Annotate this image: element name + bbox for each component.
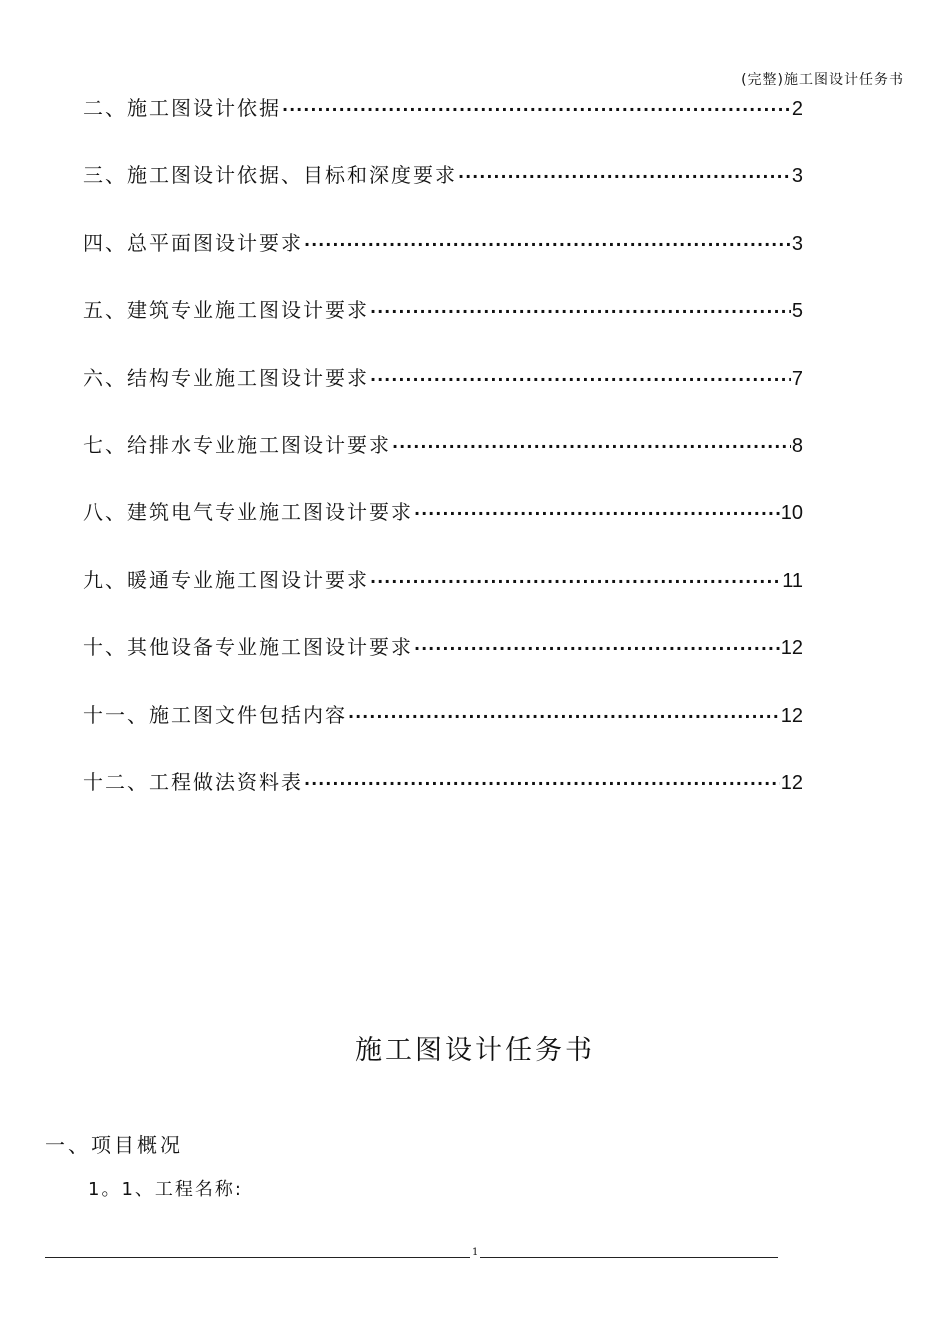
toc-entry[interactable] [83, 429, 803, 496]
toc-entry[interactable] [83, 159, 803, 226]
page-number: 1 [472, 1247, 479, 1258]
table-of-contents [83, 92, 803, 833]
toc-entry[interactable] [83, 496, 803, 563]
toc-entry-page: 2 [791, 98, 803, 120]
toc-entry-page: 12 [780, 637, 803, 660]
toc-entry-label: 九、暖通专业施工图设计要求 [83, 567, 369, 592]
toc-dot-leader [304, 235, 791, 254]
toc-dot-leader [304, 774, 780, 793]
toc-entry[interactable] [83, 227, 803, 294]
toc-dot-leader [370, 370, 791, 389]
toc-entry-page: 10 [780, 502, 803, 525]
toc-entry-page: 3 [791, 165, 803, 188]
toc-entry[interactable] [83, 631, 803, 698]
toc-dot-leader [414, 504, 780, 523]
toc-entry-label: 六、结构专业施工图设计要求 [83, 365, 369, 390]
toc-entry-page: 8 [791, 434, 803, 457]
toc-entry-label: 七、给排水专业施工图设计要求 [83, 432, 391, 457]
document-title: 施工图设计任务书 [355, 1035, 595, 1066]
toc-entry[interactable] [83, 564, 803, 631]
toc-entry-label: 三、施工图设计依据、目标和深度要求 [83, 163, 457, 188]
toc-dot-leader [282, 100, 791, 119]
toc-entry-page: 12 [780, 771, 803, 794]
toc-entry-label: 十一、施工图文件包括内容 [83, 702, 347, 727]
toc-entry-page: 3 [791, 232, 803, 255]
toc-dot-leader [458, 167, 791, 186]
toc-entry-label: 二、施工图设计依据 [83, 96, 281, 120]
running-header: (完整)施工图设计任务书 [741, 72, 904, 88]
toc-entry-label: 五、建筑专业施工图设计要求 [83, 298, 369, 323]
toc-entry[interactable] [83, 362, 803, 429]
section-heading: 一、项目概况 [45, 1133, 183, 1157]
toc-entry-page: 7 [791, 367, 803, 390]
toc-entry-label: 八、建筑电气专业施工图设计要求 [83, 500, 413, 525]
toc-entry-page: 5 [791, 300, 803, 323]
toc-dot-leader [348, 707, 780, 726]
toc-entry-label: 四、总平面图设计要求 [83, 230, 303, 255]
toc-entry-label: 十、其他设备专业施工图设计要求 [83, 635, 413, 660]
toc-entry-page: 12 [780, 704, 803, 727]
toc-entry-label: 十二、工程做法资料表 [83, 769, 303, 794]
toc-dot-leader [370, 572, 781, 591]
toc-entry[interactable] [83, 294, 803, 361]
toc-entry-page: 11 [782, 569, 803, 592]
footer-rule [45, 1257, 778, 1258]
toc-entry[interactable] [83, 699, 803, 766]
subsection-heading: 1。1、工程名称: [88, 1179, 243, 1200]
toc-entry[interactable] [83, 92, 803, 159]
toc-dot-leader [414, 639, 780, 658]
toc-dot-leader [370, 302, 791, 321]
toc-dot-leader [392, 437, 791, 456]
toc-entry[interactable] [83, 766, 803, 833]
